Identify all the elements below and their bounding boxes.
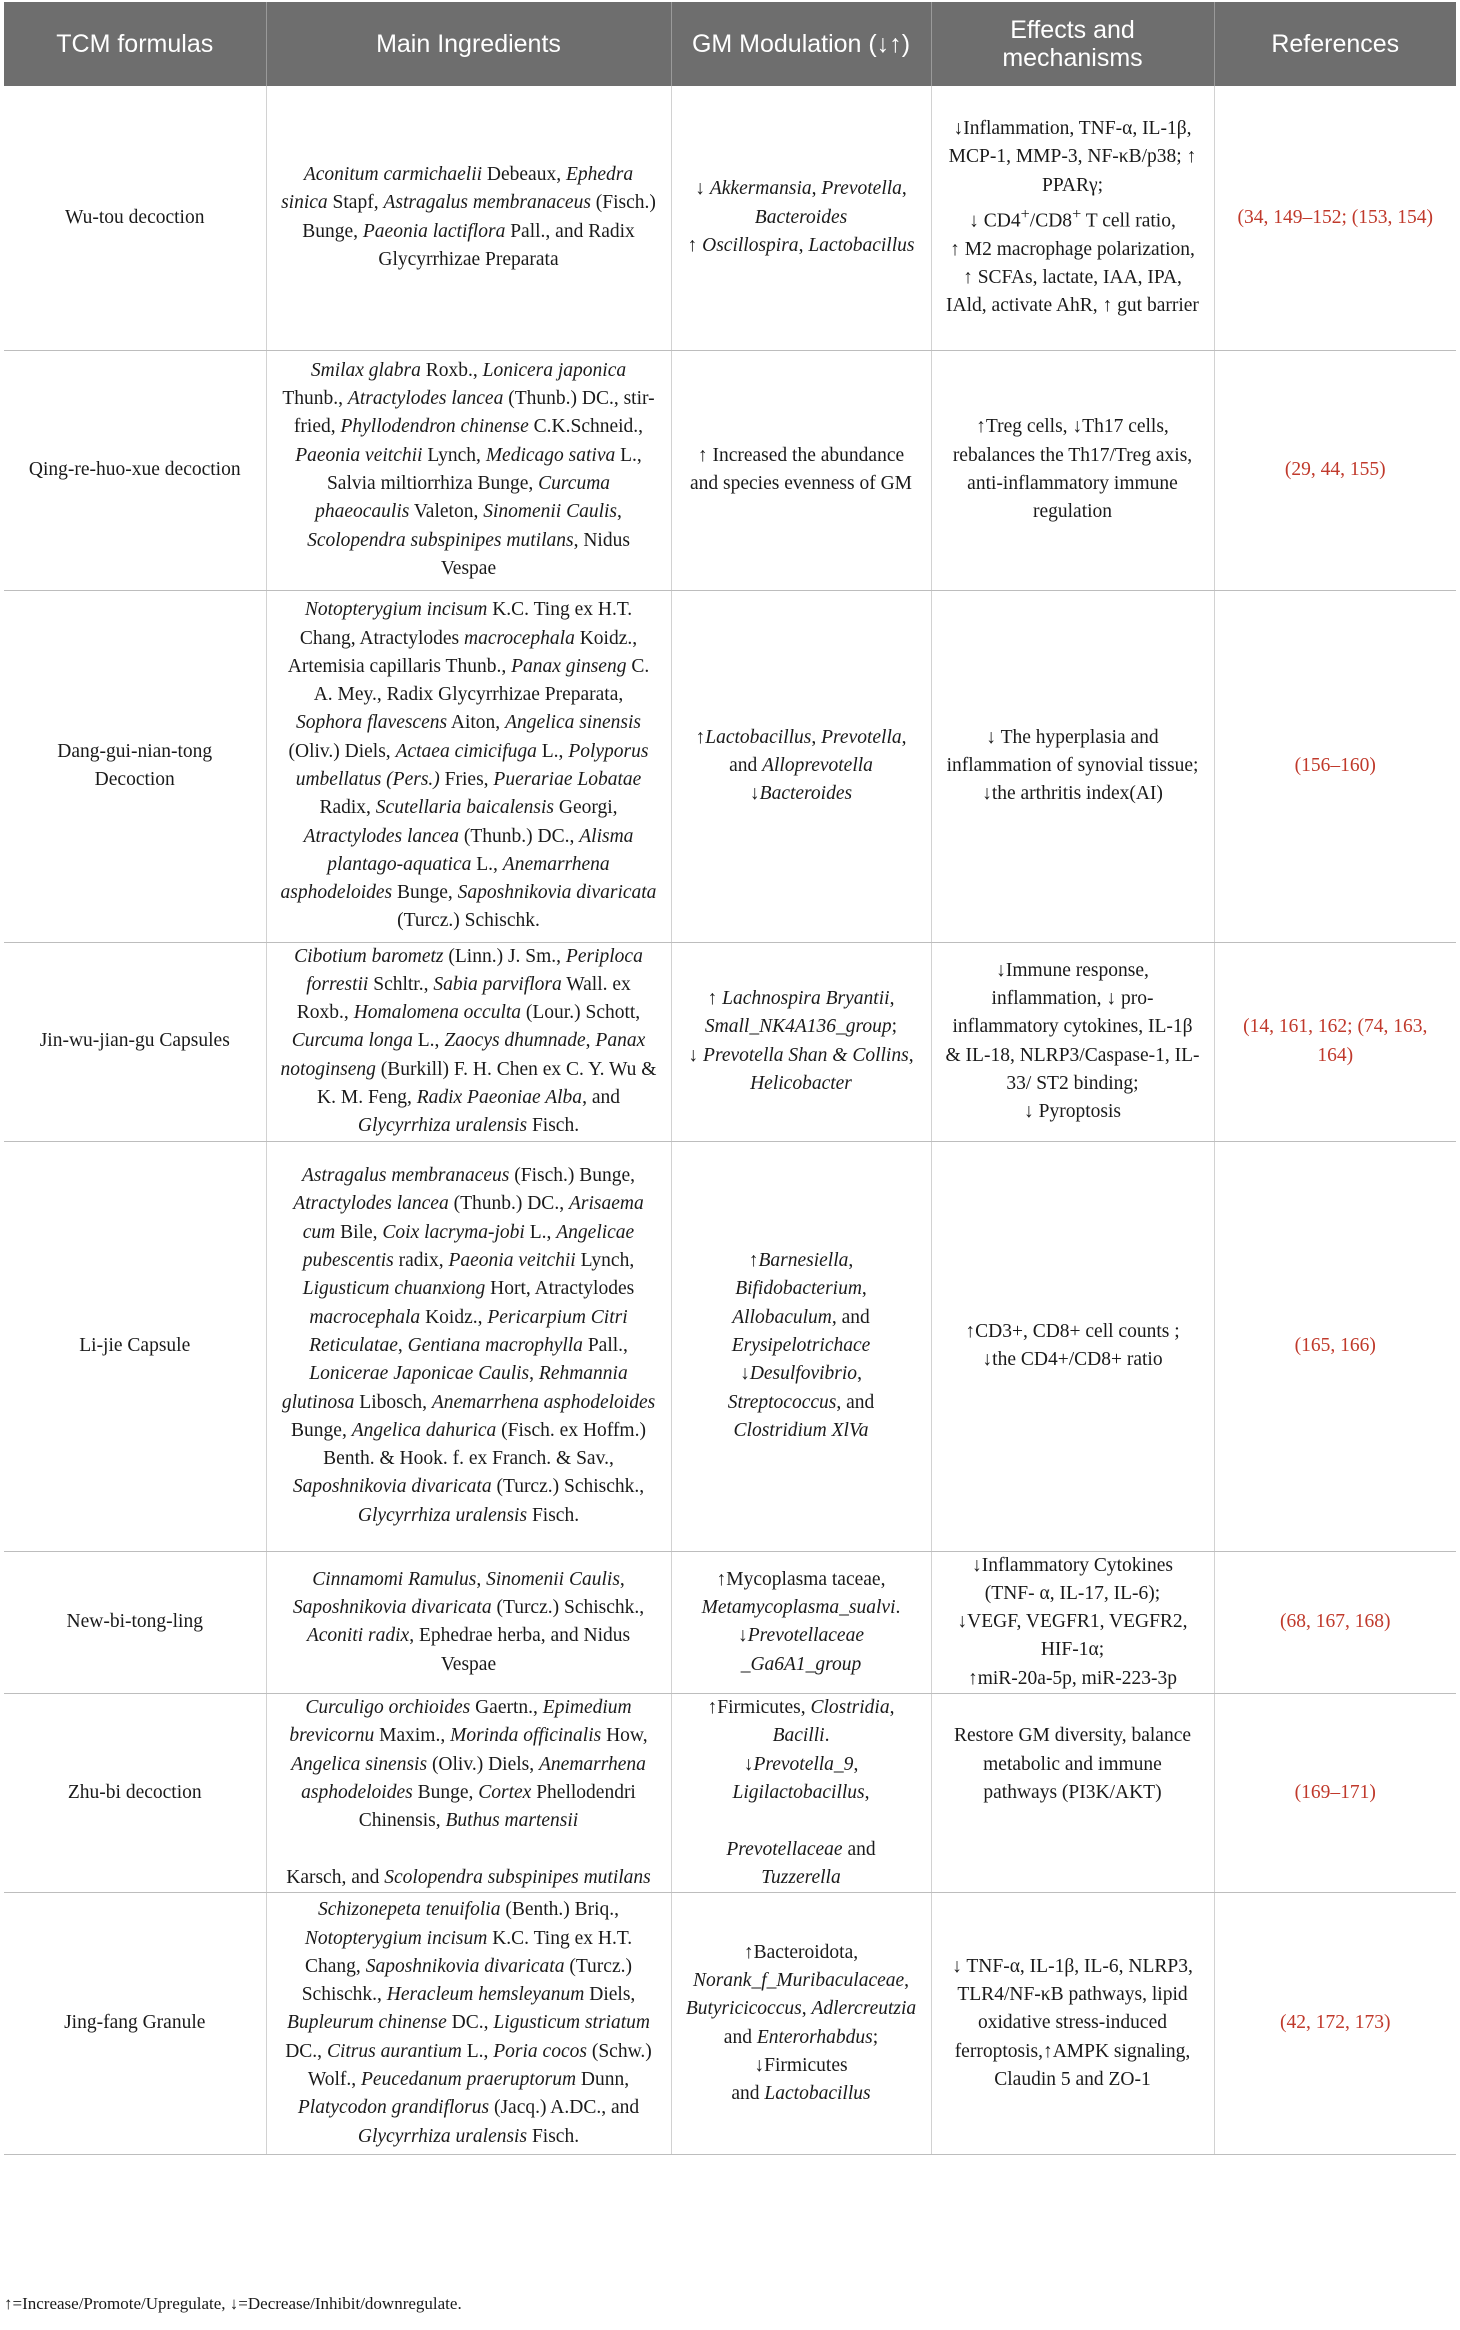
header-main-ingredients: Main Ingredients bbox=[266, 2, 671, 86]
references-cell: (42, 172, 173) bbox=[1214, 1893, 1456, 2155]
formula-cell: New-bi-tong-ling bbox=[4, 1551, 266, 1693]
gm-modulation-cell: ↑Mycoplasma taceae, Metamycoplasma_sualvi. ↓Prevotellaceae _Ga6A1_group bbox=[671, 1551, 931, 1693]
table-row bbox=[4, 86, 1456, 350]
table-row bbox=[4, 350, 1456, 590]
gm-modulation-cell: ↑ Lachnospira Bryantii, Small_NK4A136_group; ↓ Prevotella Shan & Collins, Helicobacter bbox=[671, 942, 931, 1141]
references-cell: (169–171) bbox=[1214, 1694, 1456, 1893]
effects-cell: ↓ TNF-α, IL-1β, IL-6, NLRP3, TLR4/NF-κB pathways, lipid oxidative stress-induced ferroptosis,↑AMPK signaling, Claudin 5 and ZO-1 bbox=[931, 1893, 1214, 2155]
gm-modulation-cell: ↑Bacteroidota, Norank_f_Muribaculaceae, Butyricicoccus, Adlercreutzia and Enterorhabdus; ↓Firmicutes and Lactobacillus bbox=[671, 1893, 931, 2155]
ingredients-cell: Cinnamomi Ramulus, Sinomenii Caulis, Saposhnikovia divaricata (Turcz.) Schischk., Aconiti radix, Ephedrae herba, and Nidus Vespae bbox=[266, 1551, 671, 1693]
formula-cell: Dang-gui-nian-tong Decoction bbox=[4, 590, 266, 942]
ingredients-cell: Astragalus membranaceus (Fisch.) Bunge, Atractylodes lancea (Thunb.) DC., Arisaema cum Bile, Coix lacryma-jobi L., Angelicae pubescentis radix, Paeonia veitchii Lynch, Ligusticum chuanxiong Hort, Atractylodes macrocephala Koidz., Pericarpium Citri Reticulatae, Gentiana macrophylla Pall., Lonicerae Japonicae Caulis, Rehmannia glutinosa Libosch, Anemarrhena asphodeloides Bunge, Angelica dahurica (Fisch. ex Hoffm.) Benth. & Hook. f. ex Franch. & Sav., Saposhnikovia divaricata (Turcz.) Schischk., Glycyrrhiza uralensis Fisch. bbox=[266, 1141, 671, 1551]
table-row bbox=[4, 590, 1456, 942]
effects-cell: Restore GM diversity, balance metabolic and immune pathways (PI3K/AKT) bbox=[931, 1694, 1214, 1893]
tcm-formulas-table bbox=[4, 2, 1456, 2155]
gm-modulation-cell: ↑Firmicutes, Clostridia, Bacilli. ↓Prevotella_9, Ligilactobacillus, Prevotellaceae and Tuzzerella bbox=[671, 1694, 931, 1893]
references-cell: (34, 149–152; (153, 154) bbox=[1214, 86, 1456, 350]
ingredients-cell: Curculigo orchioides Gaertn., Epimedium brevicornu Maxim., Morinda officinalis How, Angelica sinensis (Oliv.) Diels, Anemarrhena asphodeloides Bunge, Cortex Phellodendri Chinensis, Buthus martensii Karsch, and Scolopendra subspinipes mutilans bbox=[266, 1694, 671, 1893]
formula-cell: Zhu-bi decoction bbox=[4, 1694, 266, 1893]
ingredients-cell: Smilax glabra Roxb., Lonicera japonica Thunb., Atractylodes lancea (Thunb.) DC., stir-fried, Phyllodendron chinense C.K.Schneid., Paeonia veitchii Lynch, Medicago sativa L., Salvia miltiorrhiza Bunge, Curcuma phaeocaulis Valeton, Sinomenii Caulis, Scolopendra subspinipes mutilans, Nidus Vespae bbox=[266, 350, 671, 590]
references-cell: (14, 161, 162; (74, 163, 164) bbox=[1214, 942, 1456, 1141]
effects-cell: ↑Treg cells, ↓Th17 cells, rebalances the Th17/Treg axis, anti-inflammatory immune regulation bbox=[931, 350, 1214, 590]
table-row bbox=[4, 1694, 1456, 1893]
ingredients-cell: Notopterygium incisum K.C. Ting ex H.T. Chang, Atractylodes macrocephala Koidz., Artemisia capillaris Thunb., Panax ginseng C. A. Mey., Radix Glycyrrhizae Preparata, Sophora flavescens Aiton, Angelica sinensis (Oliv.) Diels, Actaea cimicifuga L., Polyporus umbellatus (Pers.) Fries, Puerariae Lobatae Radix, Scutellaria baicalensis Georgi, Atractylodes lancea (Thunb.) DC., Alisma plantago-aquatica L., Anemarrhena asphodeloides Bunge, Saposhnikovia divaricata (Turcz.) Schischk. bbox=[266, 590, 671, 942]
gm-modulation-cell: ↑Lactobacillus, Prevotella, and Alloprevotella ↓Bacteroides bbox=[671, 590, 931, 942]
effects-cell: ↑CD3+, CD8+ cell counts ; ↓the CD4+/CD8+ ratio bbox=[931, 1141, 1214, 1551]
table-row bbox=[4, 1893, 1456, 2155]
ingredients-cell: Aconitum carmichaelii Debeaux, Ephedra sinica Stapf, Astragalus membranaceus (Fisch.) Bunge, Paeonia lactiflora Pall., and Radix Glycyrrhizae Preparata bbox=[266, 86, 671, 350]
effects-cell: ↓Immune response, inflammation, ↓ pro-inflammatory cytokines, IL-1β & IL-18, NLRP3/Caspase-1, IL-33/ ST2 binding; ↓ Pyroptosis bbox=[931, 942, 1214, 1141]
ingredients-cell: Schizonepeta tenuifolia (Benth.) Briq., Notopterygium incisum K.C. Ting ex H.T. Chang, Saposhnikovia divaricata (Turcz.) Schischk., Heracleum hemsleyanum Diels, Bupleurum chinense DC., Ligusticum striatum DC., Citrus aurantium L., Poria cocos (Schw.) Wolf., Peucedanum praeruptorum Dunn, Platycodon grandiflorus (Jacq.) A.DC., and Glycyrrhiza uralensis Fisch. bbox=[266, 1893, 671, 2155]
header-effects-mechanisms: Effects and mechanisms bbox=[931, 2, 1214, 86]
gm-modulation-cell: ↑ Increased the abundance and species evenness of GM bbox=[671, 350, 931, 590]
gm-modulation-cell: ↑Barnesiella, Bifidobacterium, Allobaculum, and Erysipelotrichace ↓Desulfovibrio, Streptococcus, and Clostridium XlVa bbox=[671, 1141, 931, 1551]
references-cell: (68, 167, 168) bbox=[1214, 1551, 1456, 1693]
table-row bbox=[4, 1141, 1456, 1551]
header-tcm-formulas: TCM formulas bbox=[4, 2, 266, 86]
effects-cell: ↓Inflammatory Cytokines (TNF- α, IL-17, IL-6); ↓VEGF, VEGFR1, VEGFR2, HIF-1α; ↑miR-20a-5p, miR-223-3p bbox=[931, 1551, 1214, 1693]
header-references: References bbox=[1214, 2, 1456, 86]
gm-modulation-cell: ↓ Akkermansia, Prevotella, Bacteroides ↑ Oscillospira, Lactobacillus bbox=[671, 86, 931, 350]
formula-cell: Wu-tou decoction bbox=[4, 86, 266, 350]
header-gm-modulation: GM Modulation (↓↑) bbox=[671, 2, 931, 86]
table-body bbox=[4, 86, 1456, 2155]
formula-cell: Qing-re-huo-xue decoction bbox=[4, 350, 266, 590]
references-cell: (165, 166) bbox=[1214, 1141, 1456, 1551]
table-header-row bbox=[4, 2, 1456, 86]
references-cell: (29, 44, 155) bbox=[1214, 350, 1456, 590]
effects-cell: ↓Inflammation, TNF-α, IL-1β, MCP-1, MMP-3, NF-κB/p38; ↑ PPARγ; ↓ CD4+/CD8+ T cell ratio, ↑ M2 macrophage polarization, ↑ SCFAs, lactate, IAA, IPA, IAld, activate AhR, ↑ gut barrier bbox=[931, 86, 1214, 350]
table-footnote: ↑=Increase/Promote/Upregulate, ↓=Decrease/Inhibit/downregulate. bbox=[4, 2294, 462, 2313]
table-row bbox=[4, 942, 1456, 1141]
formula-cell: Jing-fang Granule bbox=[4, 1893, 266, 2155]
references-cell: (156–160) bbox=[1214, 590, 1456, 942]
ingredients-cell: Cibotium barometz (Linn.) J. Sm., Periploca forrestii Schltr., Sabia parviflora Wall. ex Roxb., Homalomena occulta (Lour.) Schott, Curcuma longa L., Zaocys dhumnade, Panax notoginseng (Burkill) F. H. Chen ex C. Y. Wu & K. M. Feng, Radix Paeoniae Alba, and Glycyrrhiza uralensis Fisch. bbox=[266, 942, 671, 1141]
effects-cell: ↓ The hyperplasia and inflammation of synovial tissue; ↓the arthritis index(AI) bbox=[931, 590, 1214, 942]
table-row bbox=[4, 1551, 1456, 1693]
formula-cell: Jin-wu-jian-gu Capsules bbox=[4, 942, 266, 1141]
formula-cell: Li-jie Capsule bbox=[4, 1141, 266, 1551]
